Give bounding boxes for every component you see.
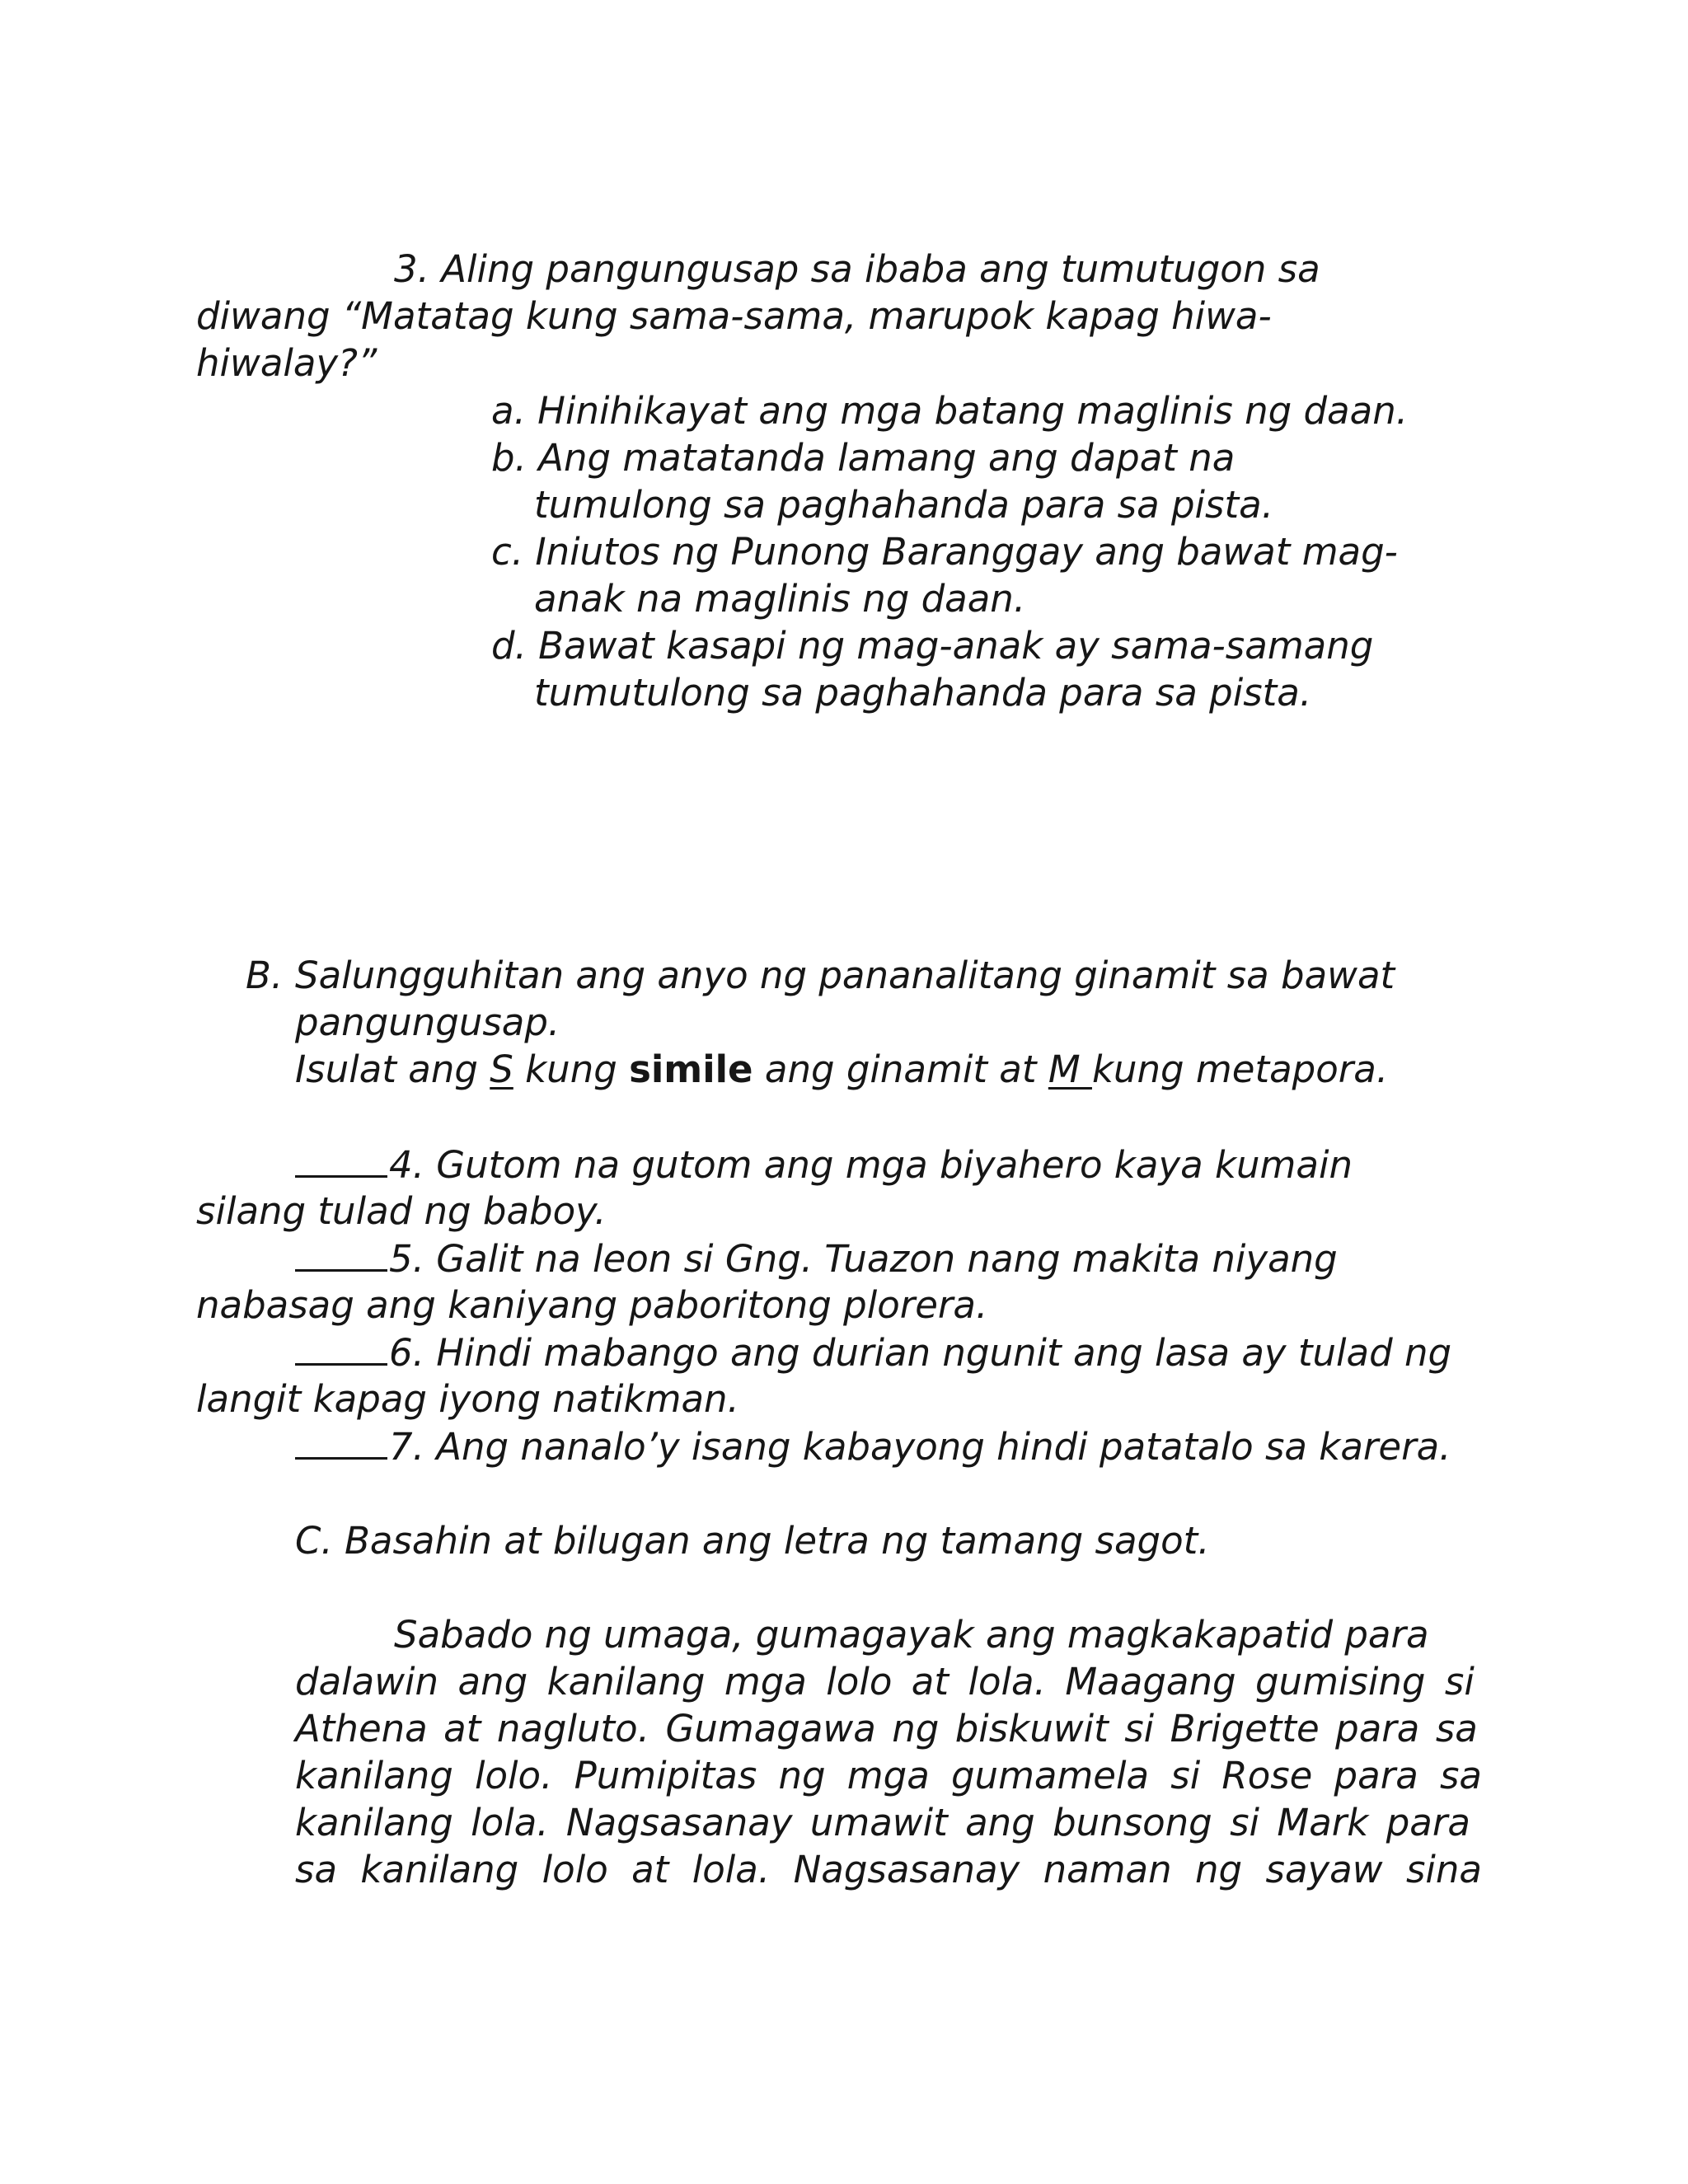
item-4-text: 4. Gutom na gutom ang mga biyahero kaya kumain xyxy=(389,1143,1353,1187)
q3-choice-b-cont: tumulong sa paghahanda para sa pista. xyxy=(534,483,1274,527)
answer-blank-6[interactable] xyxy=(295,1329,387,1366)
answer-blank-5[interactable] xyxy=(295,1235,387,1272)
section-b-marker: B. xyxy=(246,954,284,997)
item-5-text: 5. Galit na leon si Gng. Tuazon nang makita niyang xyxy=(389,1237,1338,1281)
item-5-line1 xyxy=(295,1235,1338,1282)
section-b-instruction-line2: pangungusap. xyxy=(295,1001,560,1044)
q3-choice-b: b. Ang matatanda lamang ang dapat na xyxy=(491,436,1236,480)
q3-choice-c: c. Iniutos ng Punong Baranggay ang bawat mag- xyxy=(491,530,1398,574)
passage-line-6: sa kanilang lolo at lola. Nagsasanay naman ng sayaw sina xyxy=(295,1848,1482,1891)
answer-blank-4[interactable] xyxy=(295,1141,387,1178)
q3-choice-d: d. Bawat kasapi ng mag-anak ay sama-samang xyxy=(491,624,1374,668)
section-b-instruction-line1: Salungguhitan ang anyo ng pananalitang ginamit sa bawat xyxy=(295,954,1395,997)
instr-text-d: kung metapora. xyxy=(1091,1047,1389,1091)
passage-line-2: dalawin ang kanilang mga lolo at lola. Maagang gumising si xyxy=(295,1660,1475,1704)
passage-line-4: kanilang lolo. Pumipitas ng mga gumamela si Rose para sa xyxy=(295,1754,1482,1797)
instr-text-b: kung xyxy=(513,1047,630,1091)
passage-line-1: Sabado ng umaga, gumagayak ang magkakapatid para xyxy=(394,1613,1429,1657)
item-6-line2: langit kapag iyong natikman. xyxy=(196,1377,739,1421)
simile-term: simile xyxy=(629,1047,753,1091)
q3-choice-c-cont: anak na maglinis ng daan. xyxy=(534,577,1026,621)
q3-choice-d-cont: tumutulong sa paghahanda para sa pista. xyxy=(534,671,1312,715)
q3-stem-line1: 3. Aling pangungusap sa ibaba ang tumutugon sa xyxy=(394,247,1320,291)
q3-stem-line3: hiwalay?” xyxy=(196,341,377,385)
passage-line-3: Athena at nagluto. Gumagawa ng biskuwit si Brigette para sa xyxy=(295,1707,1478,1750)
letter-s: S xyxy=(490,1047,513,1091)
item-7-text: 7. Ang nanalo’y isang kabayong hindi patatalo sa karera. xyxy=(389,1425,1451,1469)
instr-text-c: ang ginamit at xyxy=(753,1047,1048,1091)
section-b-instruction-line3 xyxy=(295,1046,1388,1093)
section-c-heading: C. Basahin at bilugan ang letra ng tamang sagot. xyxy=(295,1519,1210,1563)
q3-choice-a: a. Hinihikayat ang mga batang maglinis ng daan. xyxy=(491,389,1409,433)
q3-stem-line2: diwang “Matatag kung sama-sama, marupok kapag hiwa- xyxy=(196,294,1272,338)
item-7-line1 xyxy=(295,1422,1451,1470)
passage-line-5: kanilang lola. Nagsasanay umawit ang bunsong si Mark para xyxy=(295,1801,1470,1844)
item-6-text: 6. Hindi mabango ang durian ngunit ang lasa ay tulad ng xyxy=(389,1331,1452,1375)
item-4-line2: silang tulad ng baboy. xyxy=(196,1189,607,1233)
item-6-line1 xyxy=(295,1329,1451,1376)
letter-m: M xyxy=(1048,1047,1092,1091)
item-4-line1 xyxy=(295,1141,1353,1188)
item-5-line2: nabasag ang kaniyang paboritong plorera. xyxy=(196,1283,988,1327)
instr-text-a: Isulat ang xyxy=(295,1047,490,1091)
answer-blank-7[interactable] xyxy=(295,1422,387,1460)
